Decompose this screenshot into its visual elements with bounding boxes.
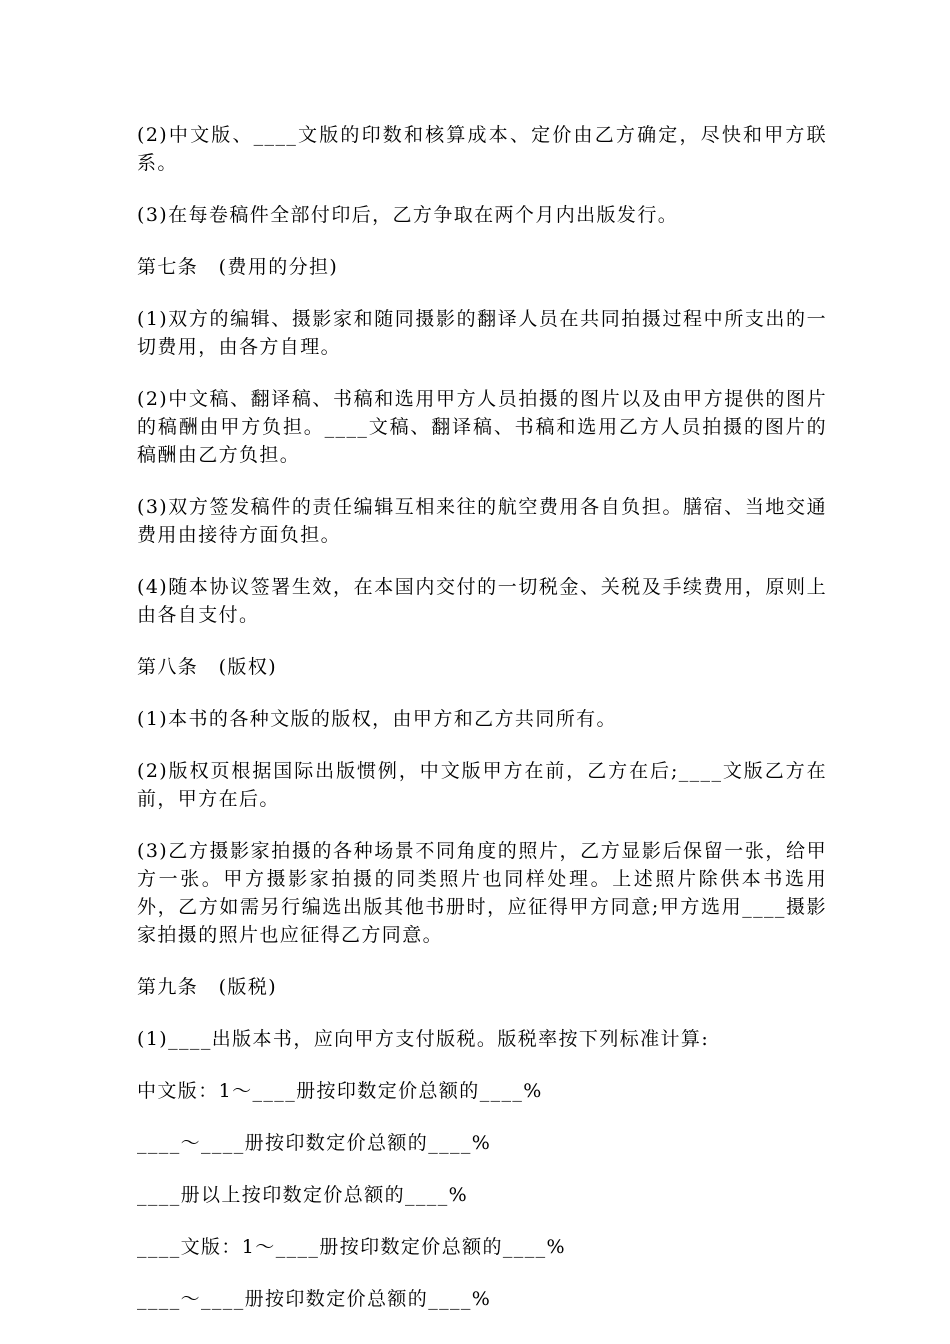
paragraph-7-1: (1)双方的编辑、摄影家和随同摄影的翻译人员在共同拍摄过程中所支出的一切费用，由各方自理。 [137,308,827,358]
royalty-line-chinese-1: 中文版：1～____册按印数定价总额的____% [137,1080,543,1102]
paragraph-7-2: (2)中文稿、翻译稿、书稿和选用甲方人员拍摄的图片以及由甲方提供的图片的稿酬由甲方负担。____文稿、翻译稿、书稿和选用乙方人员拍摄的图片的稿酬由乙方负担。 [137,388,827,466]
paragraph-8-1: (1)本书的各种文版的版权，由甲方和乙方共同所有。 [137,708,617,730]
royalty-line-chinese-3: ____册以上按印数定价总额的____% [137,1184,469,1206]
paragraph-6-3: (3)在每卷稿件全部付印后，乙方争取在两个月内出版发行。 [137,204,679,226]
paragraph-7-3: (3)双方签发稿件的责任编辑互相来往的航空费用各自负担。膳宿、当地交通费用由接待方面负担。 [137,496,827,546]
paragraph-7-4: (4)随本协议签署生效，在本国内交付的一切税金、关税及手续费用，原则上由各自支付。 [137,576,827,626]
paragraph-8-3: (3)乙方摄影家拍摄的各种场景不同角度的照片，乙方显影后保留一张，给甲方一张。甲方摄影家拍摄的同类照片也同样处理。上述照片除供本书选用外，乙方如需另行编选出版其他书册时，应征得甲方同意;甲方选用____摄影家拍摄的照片也应征得乙方同意。 [137,840,827,946]
article-9-heading: 第九条 (版税) [137,976,278,998]
article-7-heading: 第七条 (费用的分担) [137,256,339,278]
paragraph-9-1: (1)____出版本书，应向甲方支付版税。版税率按下列标准计算: [137,1028,710,1050]
article-8-heading: 第八条 (版权) [137,656,278,678]
royalty-line-foreign-2: ____～____册按印数定价总额的____% [137,1288,492,1310]
document-page [137,121,827,1337]
paragraph-6-2: (2)中文版、____文版的印数和核算成本、定价由乙方确定，尽快和甲方联系。 [137,124,827,174]
paragraph-8-2: (2)版权页根据国际出版惯例，中文版甲方在前，乙方在后;____文版乙方在前，甲方在后。 [137,760,827,810]
royalty-line-chinese-2: ____～____册按印数定价总额的____% [137,1132,492,1154]
royalty-line-foreign-1: ____文版：1～____册按印数定价总额的____% [137,1236,566,1258]
